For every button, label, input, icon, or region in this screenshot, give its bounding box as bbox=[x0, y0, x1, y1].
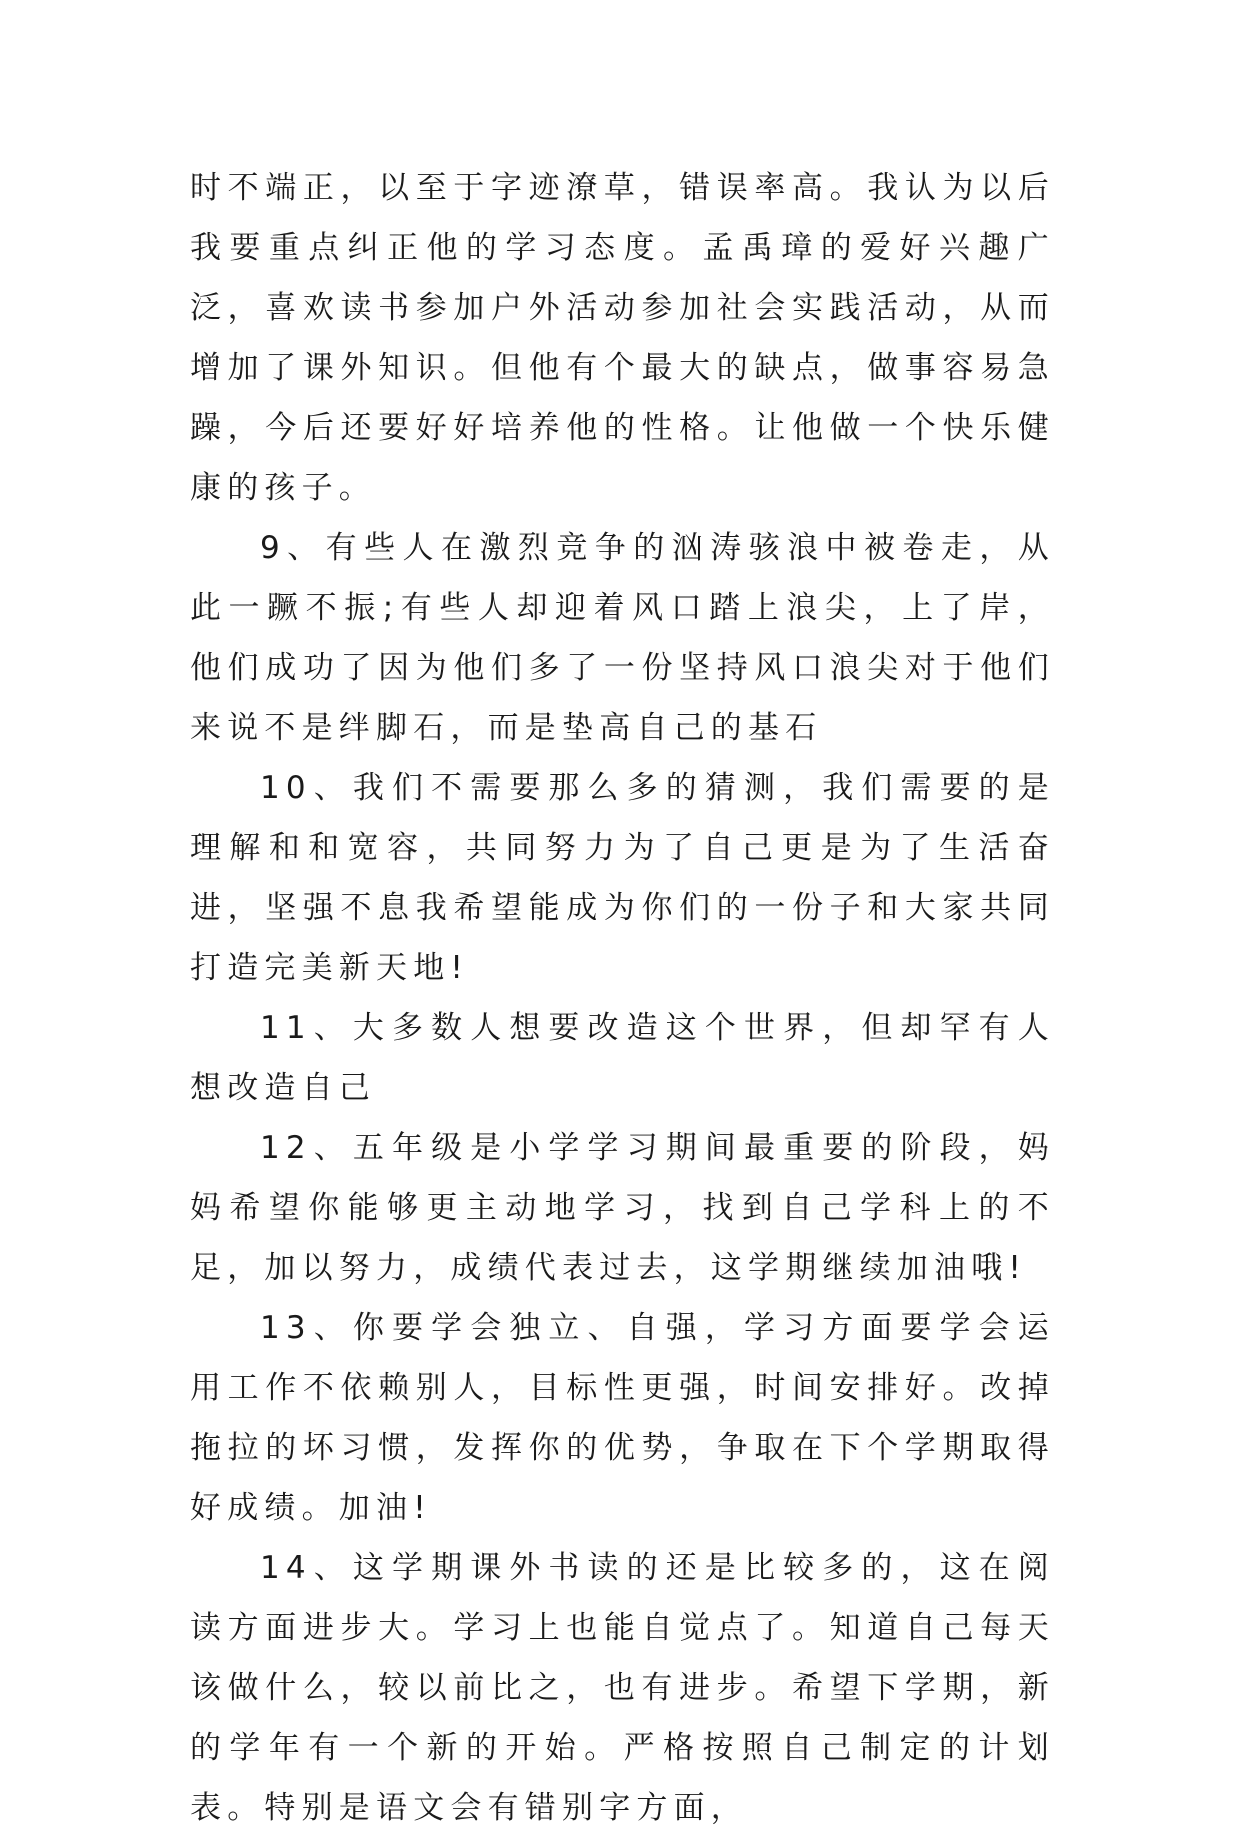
paragraph-item-9: 9、有些人在激烈竞争的汹涛骇浪中被卷走，从此一蹶不振;有些人却迎着风口踏上浪尖，上了岸，他们成功了因为他们多了一份坚持风口浪尖对于他们来说不是绊脚石，而是垫高自己的基石 bbox=[190, 530, 1055, 746]
paragraph-item-10: 10、我们不需要那么多的猜测，我们需要的是理解和和宽容，共同努力为了自己更是为了生活奋进，坚强不息我希望能成为你们的一份子和大家共同打造完美新天地! bbox=[190, 770, 1055, 986]
document-body bbox=[190, 158, 1055, 1838]
paragraph-item-14: 14、这学期课外书读的还是比较多的，这在阅读方面进步大。学习上也能自觉点了。知道自己每天该做什么，较以前比之，也有进步。希望下学期，新的学年有一个新的开始。严格按照自己制定的计划表。特别是语文会有错别字方面， bbox=[190, 1550, 1055, 1826]
paragraph-item-13: 13、你要学会独立、自强，学习方面要学会运用工作不依赖别人，目标性更强，时间安排好。改掉拖拉的坏习惯，发挥你的优势，争取在下个学期取得好成绩。加油! bbox=[190, 1310, 1055, 1526]
paragraph-continued: 时不端正，以至于字迹潦草，错误率高。我认为以后我要重点纠正他的学习态度。孟禹璋的爱好兴趣广泛，喜欢读书参加户外活动参加社会实践活动，从而增加了课外知识。但他有个最大的缺点，做事容易急躁，今后还要好好培养他的性格。让他做一个快乐健康的孩子。 bbox=[190, 170, 1055, 506]
paragraph-item-11: 11、大多数人想要改造这个世界，但却罕有人想改造自己 bbox=[190, 1010, 1055, 1106]
paragraph-item-12: 12、五年级是小学学习期间最重要的阶段，妈妈希望你能够更主动地学习，找到自己学科上的不足，加以努力，成绩代表过去，这学期继续加油哦! bbox=[190, 1130, 1055, 1286]
